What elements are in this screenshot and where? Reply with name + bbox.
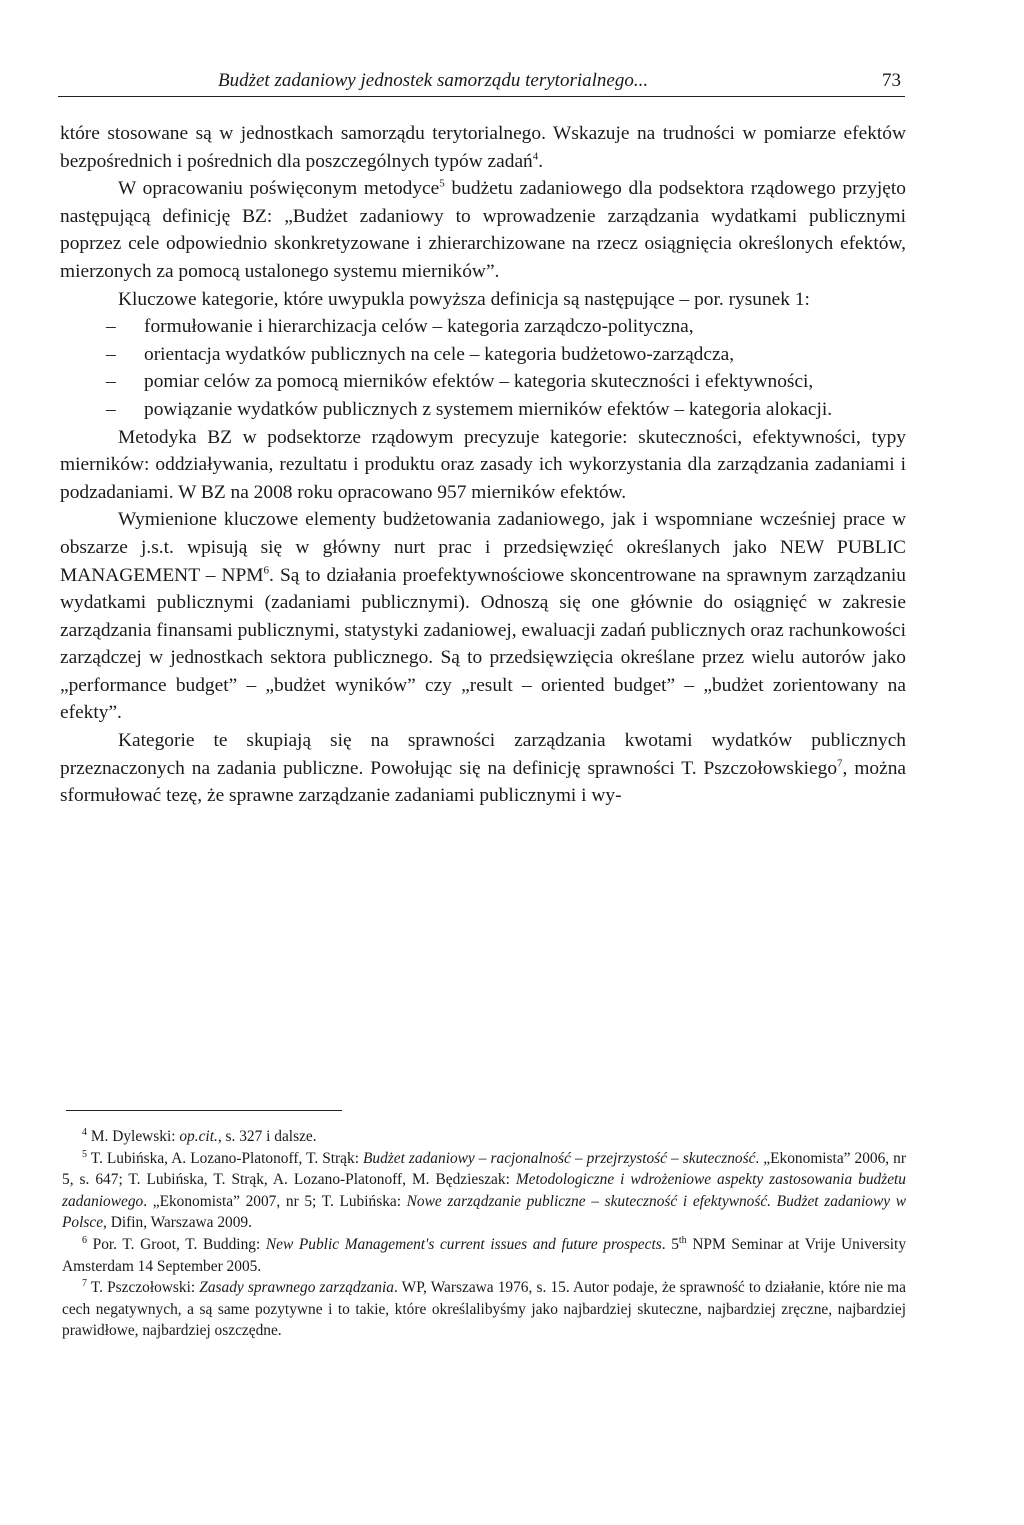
- list-dash: –: [106, 343, 116, 365]
- list-dash: –: [106, 316, 116, 338]
- paragraph-2: W opracowaniu poświęconym metodyce$^5$ budżetu zadaniowego dla podsektora rządowego przyjęto następującą definicję BZ: „Budżet zadaniowy to wprowadzenie zarządzania wydatkami publicznymi poprzez cele odpowiednio skonkretyzowane i zhierarchizowane na rzecz osiągnięcia określonych efektów, mierzonych za pomocą ustalonego systemu mierników”.: [60, 177, 906, 282]
- body-text: [60, 120, 906, 810]
- paragraph-1: które stosowane są w jednostkach samorządu terytorialnego. Wskazuje na trudności w pomiarze efektów bezpośrednich i pośrednich dla poszczególnych typów zadań$^4$.: [60, 123, 906, 172]
- list-item: – formułowanie i hierarchizacja celów – kategoria zarządczo-polityczna,: [60, 313, 906, 341]
- footnote-ref-6: 6: [263, 564, 270, 577]
- list-dash: –: [106, 371, 116, 393]
- footnote-5: $^5$ T. Lubińska, A. Lozano-Platonoff, T. Strąk: Budżet zadaniowy – racjonalność – przejrzystość – skuteczność. „Ekonomista” 2006, nr 5, s. 647; T. Lubińska, T. Strąk, A. Lozano-Platonoff, M. Będzieszak: Metodologiczne i wdrożeniowe aspekty zastosowania budżetu zadaniowego. „Ekonomista” 2007, nr 5; T. Lubińska: Nowe zarządzanie publiczne – skuteczność i efektywność. Budżet zadaniowy w Polsce, Difin, Warszawa 2009.: [62, 1148, 906, 1232]
- paragraph-4: Metodyka BZ w podsektorze rządowym precyzuje kategorie: skuteczności, efektywności, typy mierników: oddziaływania, rezultatu i produktu oraz zasady ich wykorzystania dla zarządzania zadaniami i podzadaniami. W BZ na 2008 roku opracowano 957 mierników efektów.: [60, 426, 906, 503]
- paragraph-6: Kategorie te skupiają się na sprawności zarządzania kwotami wydatków publicznych przeznaczonych na zadania publiczne. Powołując się na definicję sprawności T. Pszczołowskiego$^7$, można sformułować tezę, że sprawne zarządzanie zadaniami publicznymi i wy-: [60, 730, 907, 807]
- footnote-7: $^7$ T. Pszczołowski: Zasady sprawnego zarządzania. WP, Warszawa 1976, s. 15. Autor podaje, że sprawność to działanie, które nie ma cech negatywnych, a są same pozytywne i to takie, które określalibyśmy jako najbardziej skuteczne, najbardziej zręczne, najbardziej prawidłowe, najbardziej oszczędne.: [62, 1278, 906, 1340]
- paragraph-5: Wymienione kluczowe elementy budżetowania zadaniowego, jak i wspomniane wcześniej prace w obszarze j.s.t. wpisują się w główny nurt prac i przedsięwzięć określanych jako NEW PUBLIC MANAGEMENT – NPM$^6$. Są to działania proefektywnościowe skoncentrowane na sprawnym zarządzaniu wydatkami publicznymi (zadaniami publicznymi). Odnoszą się one głównie do osiągnięć w zakresie zarządzania finansami publicznymi, statystyki zadaniowej, ewaluacji zadań publicznych oraz rachunkowości zarządczej w jednostkach sektora publicznego. Są to przedsięwzięcia określane przez wielu autorów jako „performance budget” – „budżet wyników” czy „result – oriented budget” – „budżet zorientowany na efekty”.: [60, 509, 906, 724]
- footnote-4: $^4$ M. Dylewski: op.cit., s. 327 i dalsze.: [82, 1126, 317, 1145]
- list-item: – pomiar celów za pomocą mierników efektów – kategoria skuteczności i efektywności,: [60, 368, 906, 396]
- list-dash: –: [106, 398, 116, 420]
- list-item: – orientacja wydatków publicznych na cele – kategoria budżetowo-zarządcza,: [60, 341, 906, 369]
- footnote-6: $^6$ Por. T. Groot, T. Budding: New Public Management's current issues and future prospects. 5th NPM Seminar at Vrije University Amsterdam 14 September 2005.: [62, 1234, 907, 1275]
- footnote-ref-4: 4: [532, 150, 539, 163]
- footnotes: [62, 1126, 906, 1342]
- running-header: [58, 68, 905, 97]
- footnote-ref-5: 5: [439, 177, 445, 190]
- footnote-ref-7: 7: [837, 757, 843, 770]
- running-title: Budżet zadaniowy jednostek samorządu terytorialnego...: [218, 70, 649, 91]
- page-number: 73: [882, 70, 901, 91]
- paragraph-3: Kluczowe kategorie, które uwypukla powyższa definicja są następujące – por. rysunek 1:: [118, 288, 810, 310]
- footnote-separator: [66, 1110, 342, 1111]
- list-item: – powiązanie wydatków publicznych z systemem mierników efektów – kategoria alokacji.: [60, 396, 906, 424]
